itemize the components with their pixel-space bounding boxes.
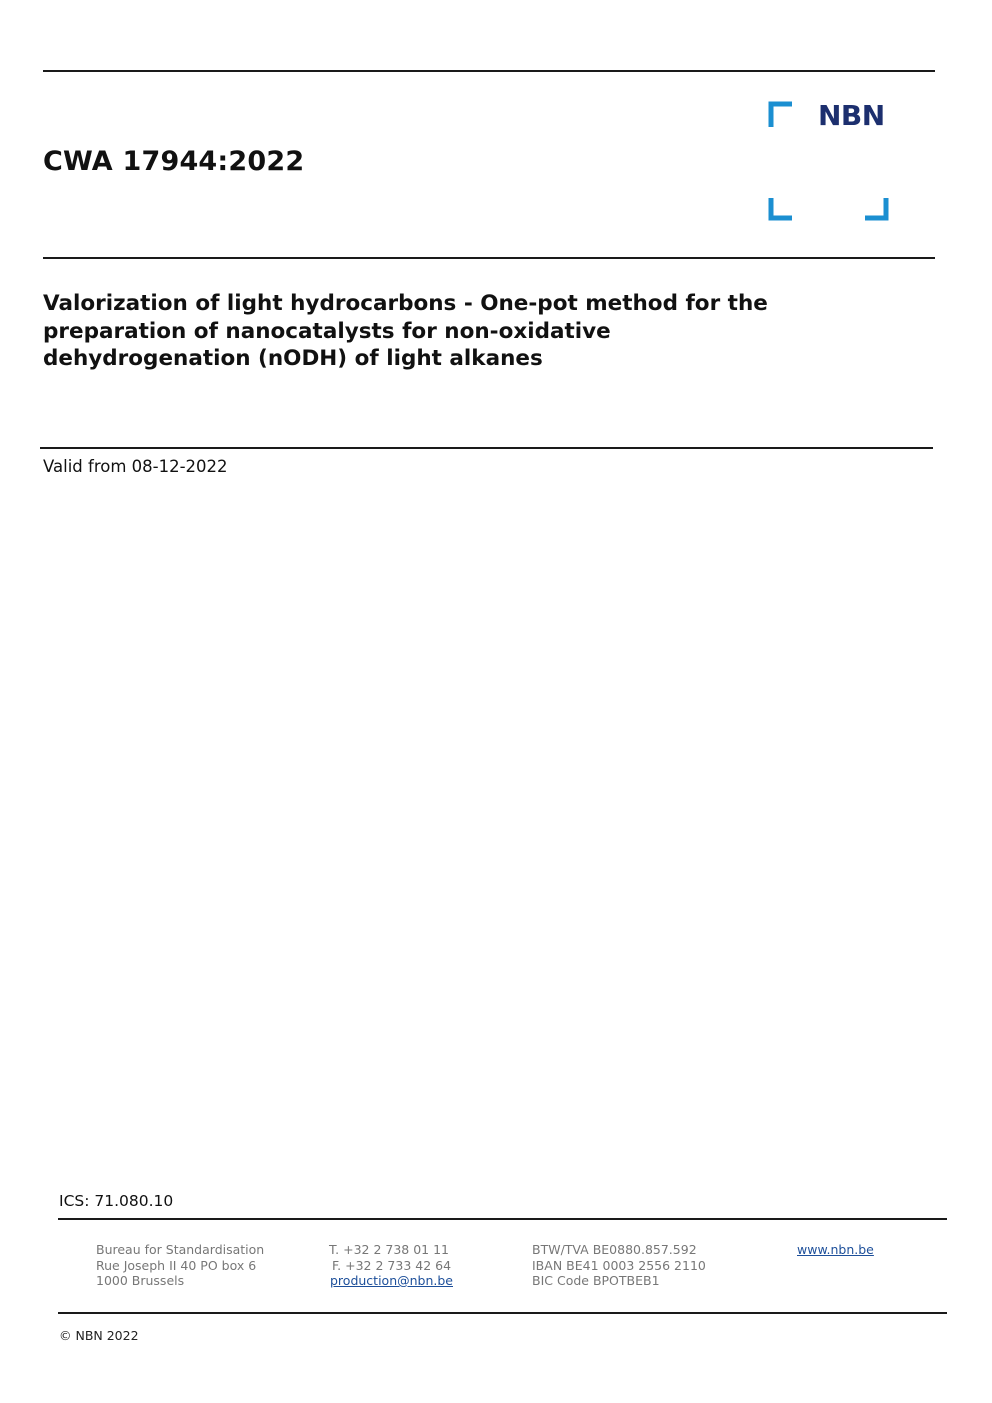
footer-bottom-divider <box>58 1312 947 1314</box>
nbn-logo <box>768 101 890 223</box>
title-line: dehydrogenation (nODH) of light alkanes <box>43 346 543 371</box>
footer-top-divider <box>58 1218 947 1220</box>
website-link[interactable]: www.nbn.be <box>797 1242 874 1257</box>
email-link[interactable]: production@nbn.be <box>330 1273 453 1288</box>
valid-from-date: Valid from 08-12-2022 <box>43 457 228 476</box>
vat-number: BTW/TVA BE0880.857.592 <box>532 1242 697 1257</box>
header-divider <box>43 257 935 259</box>
address-line: Bureau for Standardisation <box>96 1242 265 1257</box>
bic-code: BIC Code BPOTBEB1 <box>532 1273 660 1288</box>
title-line: preparation of nanocatalysts for non-oxidative <box>43 318 611 344</box>
address-line: Rue Joseph II 40 PO box 6 <box>96 1257 257 1273</box>
document-title <box>43 290 923 373</box>
footer-web <box>796 1242 874 1258</box>
document-code: CWA 17944:2022 <box>43 146 305 177</box>
copyright-notice: © NBN 2022 <box>59 1328 139 1343</box>
title-line: Valorization of light hydrocarbons - One-pot method for the <box>43 291 768 316</box>
footer-address <box>96 1242 264 1289</box>
ics-code: ICS: 71.080.10 <box>59 1192 174 1210</box>
logo-text: NBN <box>818 99 885 132</box>
iban-number: IBAN BE41 0003 2556 2110 <box>532 1257 706 1273</box>
title-divider <box>40 447 933 449</box>
top-divider <box>43 70 935 72</box>
footer-bank-details <box>532 1242 706 1289</box>
phone-number: T. +32 2 738 01 11 <box>329 1242 449 1257</box>
address-line: 1000 Brussels <box>96 1273 185 1288</box>
fax-number: F. +32 2 733 42 64 <box>332 1257 452 1273</box>
footer-contact <box>327 1242 453 1289</box>
